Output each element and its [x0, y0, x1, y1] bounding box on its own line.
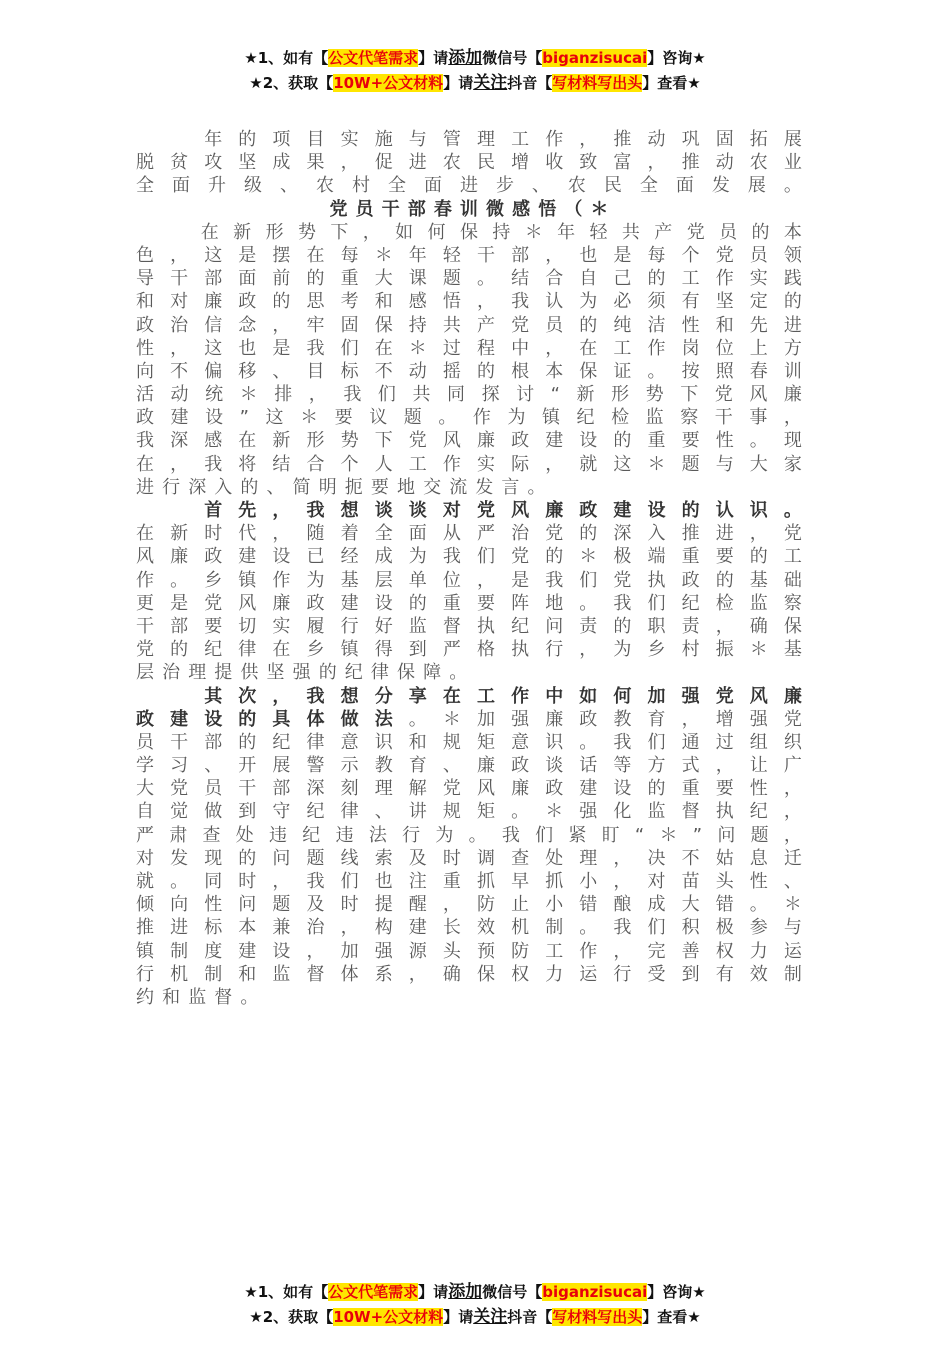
text-line: 倾向性问题及时提醒，防止小错酿成大错。＊ [136, 894, 810, 916]
text-line: 大党员干部深刻理解党风廉政建设的重要性， [136, 778, 810, 800]
banner-emphasis: 添加 [448, 1282, 483, 1302]
text-line: 党的纪律在乡镇得到严格执行，为乡村振＊基 [136, 639, 810, 661]
text-line: 约和监督。 [136, 986, 267, 1008]
text-line: 自觉做到守纪律、讲规矩。＊强化监督执纪， [136, 801, 810, 823]
banner-highlight: 10W+公文材料 [333, 1308, 444, 1326]
text-line: 年的项目实施与管理工作，推动巩固拓展 [136, 129, 810, 150]
banner-text: 】请 [443, 1308, 474, 1326]
banner-emphasis: 关注 [473, 1307, 508, 1327]
text-line: 风廉政建设已经成为我们党的＊极端重要的工 [136, 546, 810, 568]
text-line: 活动统＊排，我们共同探讨“新形势下党风廉 [136, 384, 810, 406]
banner-highlight: 10W+公文材料 [333, 74, 444, 92]
text-line: 对发现的问题线索及时调查处理，决不姑息迁 [136, 847, 810, 869]
text-line: 员干部的纪律意识和规矩意识。我们通过组织 [136, 731, 810, 753]
banner-text: ★1、如有【 [244, 49, 329, 67]
banner-text: 】请 [418, 1283, 449, 1301]
text-line: 推进标本兼治，构建长效机制。我们积极参与 [136, 917, 810, 939]
text-line: 。＊加强廉政教育，增强党 [408, 708, 810, 730]
banner-text: 抖音【 [507, 1308, 553, 1326]
banner-emphasis: 关注 [473, 73, 508, 93]
banner-highlight: 公文代笔需求 [328, 1283, 419, 1301]
section-title: 党员干部春训微感悟（＊ [329, 198, 617, 220]
banner-text: 微信号【 [482, 49, 543, 67]
banner-emphasis: 添加 [448, 48, 483, 68]
douyin-id-highlight: 写材料写出头 [552, 1308, 643, 1326]
text-line: 向不偏移、目标不动摇的根本保证。按照春训 [136, 360, 810, 382]
banner-text: 抖音【 [507, 74, 553, 92]
text-line: 色，这是摆在每＊年轻干部，也是每个党员领 [136, 244, 810, 266]
header-line-1 [0, 46, 950, 71]
text-line: 全面升级、农村全面进步、农民全面发展。 [136, 175, 810, 197]
banner-text: ★2、获取【 [249, 74, 334, 92]
mixed-line [136, 708, 810, 731]
banner-text: 微信号【 [482, 1283, 543, 1301]
text-line: 导干部面前的重大课题。结合自己的工作实践 [136, 268, 810, 290]
text-line: 进行深入的、简明扼要地交流发言。 [136, 476, 554, 498]
text-line: 我深感在新形势下党风廉政建设的重要性。现 [136, 430, 810, 452]
bold-paragraph-lead: 政建设的具体做法 [136, 708, 409, 730]
banner-text: 】咨询★ [647, 1283, 706, 1301]
text-line: 作。乡镇作为基层单位，是我们党执政的基础 [136, 569, 810, 591]
header-banner [0, 46, 950, 96]
douyin-id-highlight: 写材料写出头 [552, 74, 643, 92]
text-line: 学习、开展警示教育、廉政谈话等方式，让广 [136, 755, 810, 777]
text-line: 政治信念，牢固保持共产党员的纯洁性和先进 [136, 314, 810, 336]
bold-paragraph-lead: 首先，我想谈谈对党风廉政建设的认识。 [136, 500, 810, 521]
banner-text: 】请 [418, 49, 449, 67]
text-line: 政建设”这＊要议题。作为镇纪检监察干事， [136, 407, 810, 429]
banner-highlight: 公文代笔需求 [328, 49, 419, 67]
text-line: 就。同时，我们也注重抓早抓小，对苗头性、 [136, 871, 810, 892]
banner-text: 】查看★ [642, 1308, 701, 1326]
wechat-id-highlight: biganzisucai [542, 1283, 648, 1301]
document-body [136, 128, 810, 1009]
wechat-id-highlight: biganzisucai [542, 49, 648, 67]
text-line: 在新形势下，如何保持＊年轻共产党员的本 [136, 221, 810, 243]
text-line: 严肃查处违纪违法行为。我们紧盯“＊”问题， [136, 824, 810, 846]
text-line: 脱贫攻坚成果，促进农民增收致富，推动农业 [136, 152, 810, 174]
text-line: 行机制和监督体系，确保权力运行受到有效制 [136, 963, 810, 985]
text-line: 在新时代，随着全面从严治党的深入推进，党 [136, 523, 810, 545]
header-line-2 [0, 71, 950, 96]
footer-banner [0, 1280, 950, 1330]
text-line: 在，我将结合个人工作实际，就这＊题与大家 [136, 453, 810, 475]
banner-text: 】查看★ [642, 74, 701, 92]
footer-line-1 [0, 1280, 950, 1305]
bold-paragraph-lead: 其次，我想分享在工作中如何加强党风廉 [136, 685, 810, 707]
banner-text: 】咨询★ [647, 49, 706, 67]
text-line: 和对廉政的思考和感悟，我认为必须有坚定的 [136, 291, 810, 313]
text-line: 镇制度建设，加强源头预防工作，完善权力运 [136, 940, 810, 962]
text-line: 层治理提供坚强的纪律保障。 [136, 662, 476, 684]
text-line: 更是党风廉政建设的重要阵地。我们纪检监察 [136, 592, 810, 614]
text-line: 性，这也是我们在＊过程中，在工作岗位上方 [136, 337, 810, 359]
text-line: 干部要切实履行好监督执纪问责的职责，确保 [136, 615, 810, 637]
footer-line-2 [0, 1305, 950, 1330]
banner-text: ★1、如有【 [244, 1283, 329, 1301]
banner-text: ★2、获取【 [249, 1308, 334, 1326]
banner-text: 】请 [443, 74, 474, 92]
